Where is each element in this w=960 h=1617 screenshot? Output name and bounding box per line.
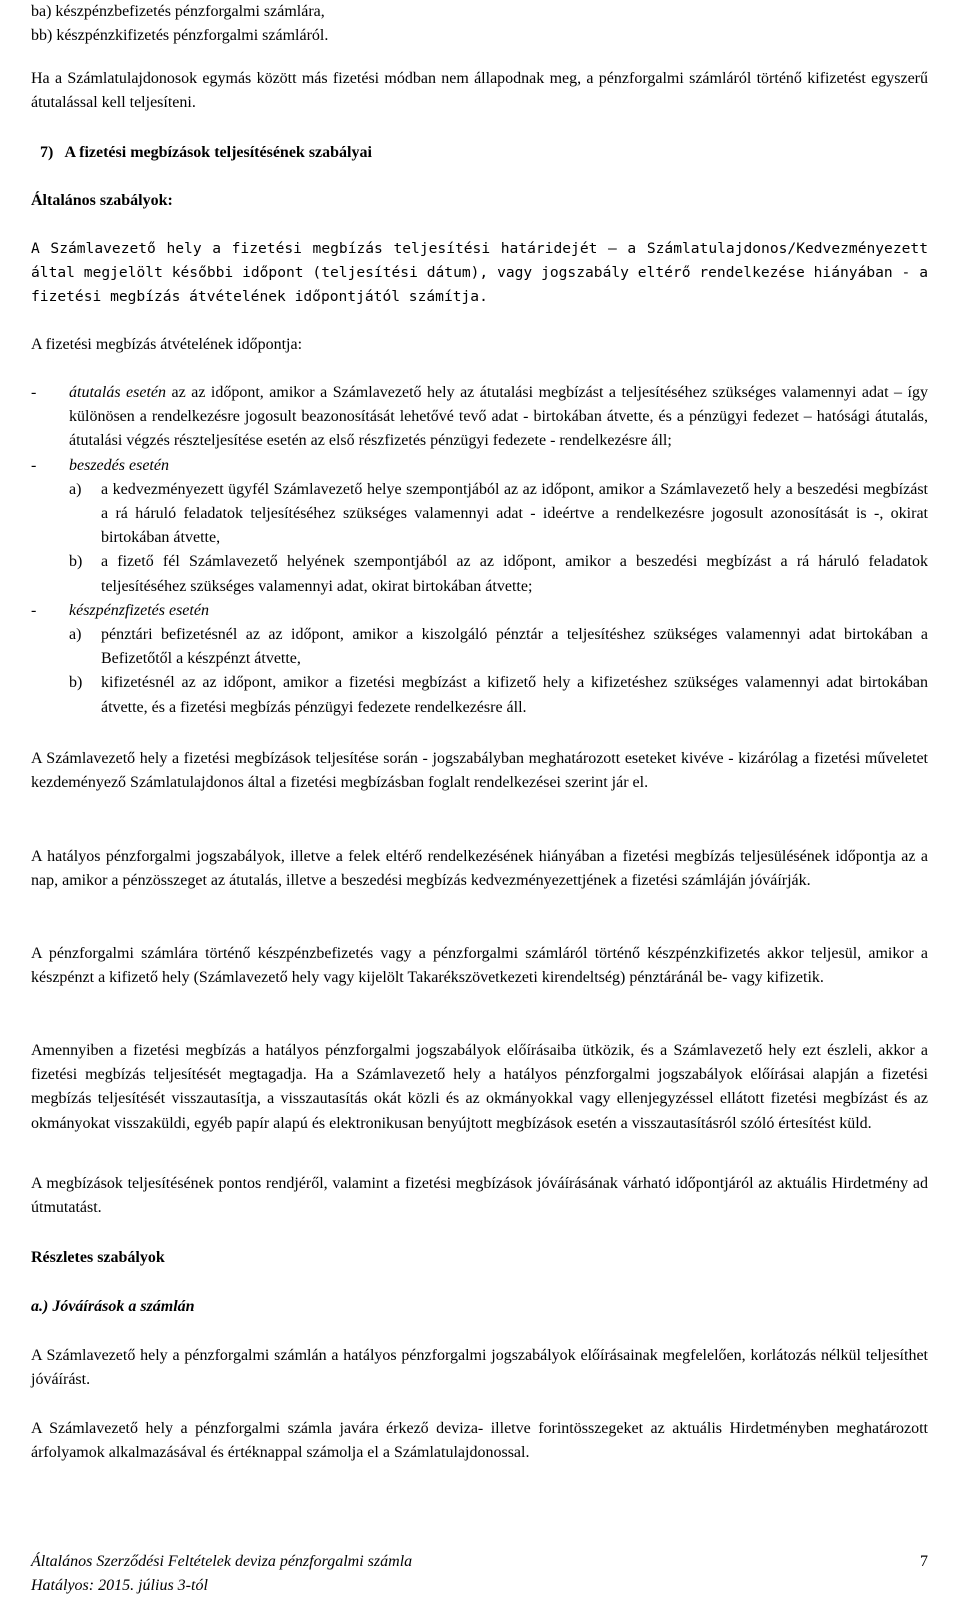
section-heading: 7) A fizetési megbízások teljesítésének szabályai xyxy=(40,144,372,161)
sub-label: b) xyxy=(69,553,83,571)
transfer-label: átutalás esetén xyxy=(69,384,167,401)
bullet-dash: - xyxy=(31,384,37,401)
footer-doc-title: Általános Szerződési Feltételek deviza pénzforgalmi számla xyxy=(31,1553,413,1570)
collection-label: beszedés esetén xyxy=(69,456,169,474)
page-number: 7 xyxy=(920,1553,928,1570)
list-item-cash xyxy=(31,599,928,623)
footer-title-line xyxy=(31,1551,928,1573)
cash-paragraph: A pénzforgalmi számlára történő készpénzbefizetés vagy a pénzforgalmi számláról történő készpénzkifizetés akkor teljesül, amikor a készpénzt a kifizető hely (Számlavezető hely vagy kijelölt Takarékszövetkezeti kirendeltség) pénztáránál be- vagy kifizetik. xyxy=(31,945,928,987)
sub-label: a) xyxy=(69,480,82,498)
fulfilment-paragraph: A hatályos pénzforgalmi jogszabályok, illetve a felek eltérő rendelkezésének hiányában a fizetési megbízás teljesülésének időpontja az a nap, amikor a pénzösszeget az átutalás, illetve a beszedési megbízás kedvezményezettjének a fizetési számláján jóváírják. xyxy=(31,848,928,890)
detailed-rules-heading: Részletes szabályok xyxy=(31,1249,165,1266)
footer-effective-date: Hatályos: 2015. július 3-tól xyxy=(31,1577,208,1594)
execution-paragraph: A Számlavezető hely a fizetési megbízások teljesítése során - jogszabályban meghatározott eseteket kivéve - kizárólag a fizetési műveletet kezdeményező Számlatulajdonos által a fizetési megbízásban foglalt rendelkezései szerint jár el. xyxy=(31,750,928,792)
sub-label: a) xyxy=(69,626,82,644)
list-item-ba: ba) készpénzbefizetés pénzforgalmi számlára, xyxy=(31,3,325,20)
transfer-text: az az időpont, amikor a Számlavezető hely az átutalási megbízást a teljesítéséhez szükséges valamennyi adat – így különösen a rendelkezésre jogosult beazonosítását lehetővé tevő adat - birtokában átvette, és a pénzügyi fedezet – hatósági átutalás, átutalási végzés részteljesítése esetén az első részfizetés pénzügyi fedezete - rendelkezésre áll; xyxy=(69,384,928,450)
general-rules-heading: Általános szabályok: xyxy=(31,192,173,209)
bullet-dash: - xyxy=(31,456,37,474)
top-list xyxy=(31,0,928,48)
list-item-cash-b xyxy=(31,671,928,719)
list-item-collection xyxy=(31,454,928,478)
list-item-cash-a xyxy=(31,623,928,671)
cash-a-text: pénztári befizetésnél az az időpont, amikor a kiszolgáló pénztár a teljesítéshez szükséges valamennyi adat birtokában a Befizetőtől a készpénzt átvette, xyxy=(101,626,928,668)
intro-paragraph: Ha a Számlatulajdonosok egymás között más fizetési módban nem állapodnak meg, a pénzforgalmi számláról történő kifizetést egyszerű átutalással kell teljesíteni. xyxy=(31,70,928,112)
list-item-bb: bb) készpénzkifizetés pénzforgalmi számláról. xyxy=(31,27,329,45)
cash-label: készpénzfizetés esetén xyxy=(69,601,209,619)
refusal-paragraph: Amennyiben a fizetési megbízás a hatályos pénzforgalmi jogszabályok előírásaiba ütközik, és a Számlavezető hely ezt észleli, akkor a fizetési megbízás teljesítését megtagadja. Ha a Számlavezető hely a hatályos pénzforgalmi jogszabályok előírásai alapján a fizetési megbízás teljesítését visszautasítja, a visszautasítás okát közli és az okmányokkal vagy ellenjegyzéssel ellátott fizetési megbízást és az okmányokat visszaküldi, egyéb papír alapú és elektronikusan benyújtott megbízások esetén a visszautasításról szóló értesítést küld. xyxy=(31,1042,928,1132)
credits-heading: a.) Jóváírások a számlán xyxy=(31,1298,195,1315)
sub-label: b) xyxy=(69,674,83,692)
collection-a-text: a kedvezményezett ügyfél Számlavezető helye szempontjából az az időpont, amikor a Számlavezető hely a beszedési megbízást a rá háruló feladatok teljesítéséhez szükséges valamennyi adat - ideértve a rendelkezésre jogosult azonosítását is -, okirat birtokában átvette, xyxy=(101,480,928,547)
list-item-transfer xyxy=(31,381,928,454)
list-item-collection-a xyxy=(31,478,928,551)
list-item-collection-b xyxy=(31,550,928,598)
receipt-time-list xyxy=(31,381,928,720)
hirdetmeny-paragraph: A megbízások teljesítésének pontos rendjéről, valamint a fizetési megbízások jóváírásának várható időpontjáról az aktuális Hirdetmény ad útmutatást. xyxy=(31,1175,928,1217)
cash-b-text: kifizetésnél az az időpont, amikor a fizetési megbízást a kifizető hely a kifizetéshez szükséges valamennyi adat birtokában átvette, és a fizetési megbízás pénzügyi fedezete rendelkezésre áll. xyxy=(101,674,928,716)
credit-paragraph-1: A Számlavezető hely a pénzforgalmi számlán a hatályos pénzforgalmi jogszabályok előírásainak megfelelően, korlátozás nélkül teljesíthet jóváírást. xyxy=(31,1347,928,1389)
general-rules-paragraph: A Számlavezető hely a fizetési megbízás teljesítési határidejét – a Számlatulajdonos/Kedvezményezett által megjelölt későbbi időpont (teljesítési dátum), vagy jogszabály eltérő rendelkezése hiányában - a fizetési megbízás átvételének időpontjától számítja. xyxy=(31,240,928,306)
collection-b-text: a fizető fél Számlavezető helyének szempontjából az az időpont, amikor a beszedési megbízást a rá háruló feladatok teljesítéséhez szükséges valamennyi adat, okirat birtokában átvette; xyxy=(101,553,928,595)
bullet-dash: - xyxy=(31,601,37,619)
credit-paragraph-2: A Számlavezető hely a pénzforgalmi számla javára érkező deviza- illetve forintösszegeket az aktuális Hirdetményben meghatározott árfolyamok alkalmazásával és értéknappal számolja el a Számlatulajdonossal. xyxy=(31,1420,928,1462)
receipt-time-intro: A fizetési megbízás átvételének időpontja: xyxy=(31,336,303,353)
